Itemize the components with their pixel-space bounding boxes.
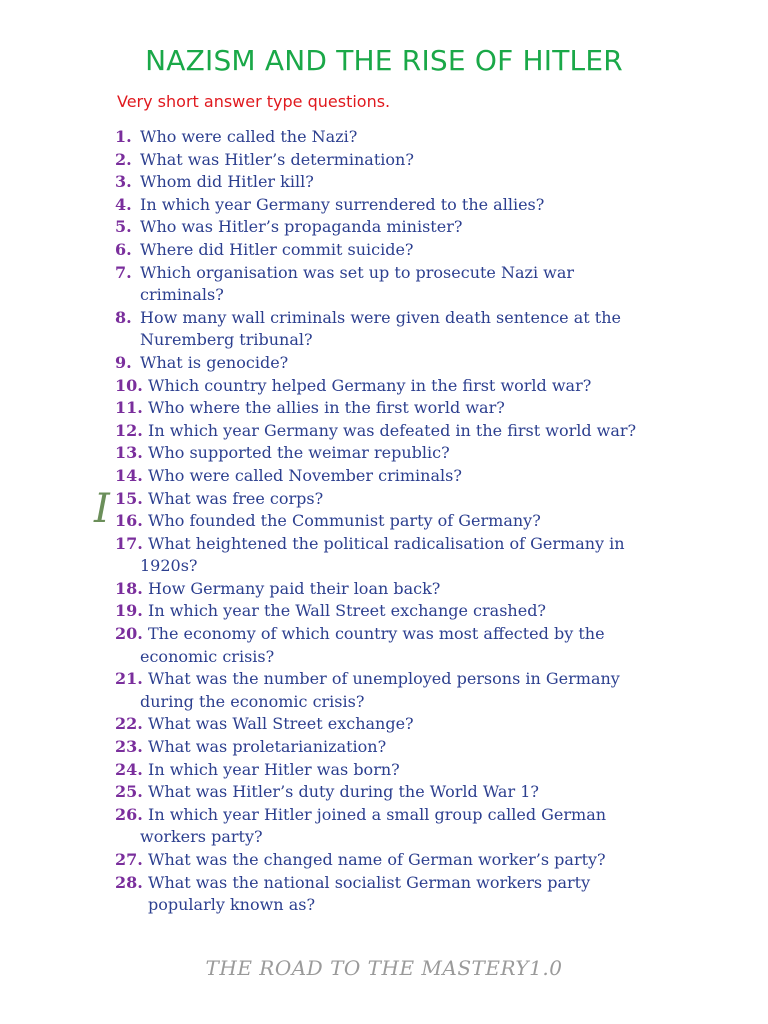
question-item	[115, 488, 755, 511]
question-item	[115, 465, 755, 488]
question-text: What heightened the political radicalisation of Germany in	[148, 533, 625, 553]
question-item	[115, 239, 755, 262]
question-text-continuation: popularly known as?	[148, 895, 316, 915]
question-item	[115, 126, 755, 149]
question-item	[115, 736, 755, 759]
question-text-continuation: 1920s?	[140, 556, 198, 576]
question-number: 6.	[115, 239, 132, 259]
question-number: 9.	[115, 352, 132, 372]
question-item	[115, 216, 755, 239]
question-text: What was free corps?	[148, 488, 324, 508]
question-item	[115, 713, 755, 736]
question-item	[115, 533, 755, 578]
question-item	[115, 578, 755, 601]
question-item	[115, 420, 755, 443]
question-text-continuation: criminals?	[140, 285, 224, 305]
question-text: What is genocide?	[140, 352, 289, 372]
question-number: 5.	[115, 217, 132, 237]
question-text: Where did Hitler commit suicide?	[140, 239, 414, 259]
question-number: 23.	[115, 737, 143, 757]
question-number: 18.	[115, 578, 143, 598]
question-text-continuation: workers party?	[140, 827, 263, 847]
question-item	[115, 759, 755, 782]
question-item	[115, 352, 755, 375]
question-number: 2.	[115, 149, 132, 169]
question-number: 19.	[115, 601, 143, 621]
question-text: What was Hitler’s determination?	[140, 149, 414, 169]
question-number: 21.	[115, 669, 143, 689]
question-text: In which year Hitler joined a small group called German	[148, 804, 607, 824]
question-number: 10.	[115, 375, 143, 395]
question-item	[115, 194, 755, 217]
question-item	[115, 171, 755, 194]
page-title: NAZISM AND THE RISE OF HITLER	[145, 44, 623, 77]
question-text: What was the changed name of German worker’s party?	[148, 850, 606, 869]
question-text: In which year the Wall Street exchange crashed?	[148, 601, 547, 621]
question-text: Who was Hitler’s propaganda minister?	[140, 217, 463, 237]
question-text: Which country helped Germany in the first world war?	[148, 375, 592, 395]
margin-mark: I	[94, 486, 110, 532]
question-item	[115, 262, 755, 307]
question-text: Who were called November criminals?	[148, 465, 462, 485]
page-footer: THE ROAD TO THE MASTERY1.0	[205, 956, 563, 980]
question-number: 14.	[115, 465, 143, 485]
question-text: What was the national socialist German workers party	[148, 872, 591, 892]
question-number: 13.	[115, 443, 143, 463]
question-number: 26.	[115, 804, 143, 824]
question-text: Who supported the weimar republic?	[148, 443, 450, 463]
question-text: The economy of which country was most affected by the	[148, 624, 605, 644]
question-item	[115, 375, 755, 398]
question-text: How Germany paid their loan back?	[148, 578, 441, 598]
question-item	[115, 510, 755, 533]
question-text: In which year Germany was defeated in the first world war?	[148, 420, 637, 440]
question-text: Who were called the Nazi?	[140, 127, 358, 146]
question-text: What was proletarianization?	[148, 737, 387, 757]
question-number: 20.	[115, 624, 143, 644]
question-number: 3.	[115, 172, 132, 192]
question-text: How many wall criminals were given death sentence at the	[140, 307, 621, 327]
question-number: 22.	[115, 714, 143, 734]
question-item	[115, 668, 755, 713]
question-text: What was the number of unemployed persons in Germany	[148, 669, 620, 689]
question-number: 28.	[115, 872, 143, 892]
question-number: 8.	[115, 307, 132, 327]
question-text-continuation: during the economic crisis?	[140, 691, 365, 711]
question-item	[115, 397, 755, 420]
question-text: In which year Germany surrendered to the allies?	[140, 194, 545, 214]
question-text: Whom did Hitler kill?	[140, 172, 314, 192]
question-number: 27.	[115, 850, 143, 869]
question-text: What was Wall Street exchange?	[148, 714, 414, 734]
question-text-continuation: Nuremberg tribunal?	[140, 330, 313, 350]
question-text: In which year Hitler was born?	[148, 759, 400, 779]
question-item	[115, 442, 755, 465]
question-number: 7.	[115, 262, 132, 282]
question-item	[115, 623, 755, 668]
question-item	[115, 872, 755, 917]
question-number: 12.	[115, 420, 143, 440]
question-item	[115, 781, 755, 804]
question-number: 24.	[115, 759, 143, 779]
question-item	[115, 307, 755, 352]
question-number: 17.	[115, 533, 143, 553]
question-text: Which organisation was set up to prosecute Nazi war	[140, 262, 575, 282]
question-item	[115, 849, 755, 872]
section-subtitle: Very short answer type questions.	[117, 92, 391, 111]
question-number: 15.	[115, 488, 143, 508]
question-number: 25.	[115, 782, 143, 802]
question-item	[115, 600, 755, 623]
question-list	[115, 126, 755, 917]
question-item	[115, 804, 755, 849]
question-text: Who where the allies in the first world war?	[148, 398, 505, 418]
question-number: 16.	[115, 511, 143, 531]
question-number: 1.	[115, 127, 132, 146]
question-number: 11.	[115, 398, 143, 418]
question-text: What was Hitler’s duty during the World War 1?	[148, 782, 539, 802]
question-text: Who founded the Communist party of Germany?	[148, 511, 541, 531]
question-item	[115, 149, 755, 172]
question-text-continuation: economic crisis?	[140, 646, 275, 666]
question-number: 4.	[115, 194, 132, 214]
